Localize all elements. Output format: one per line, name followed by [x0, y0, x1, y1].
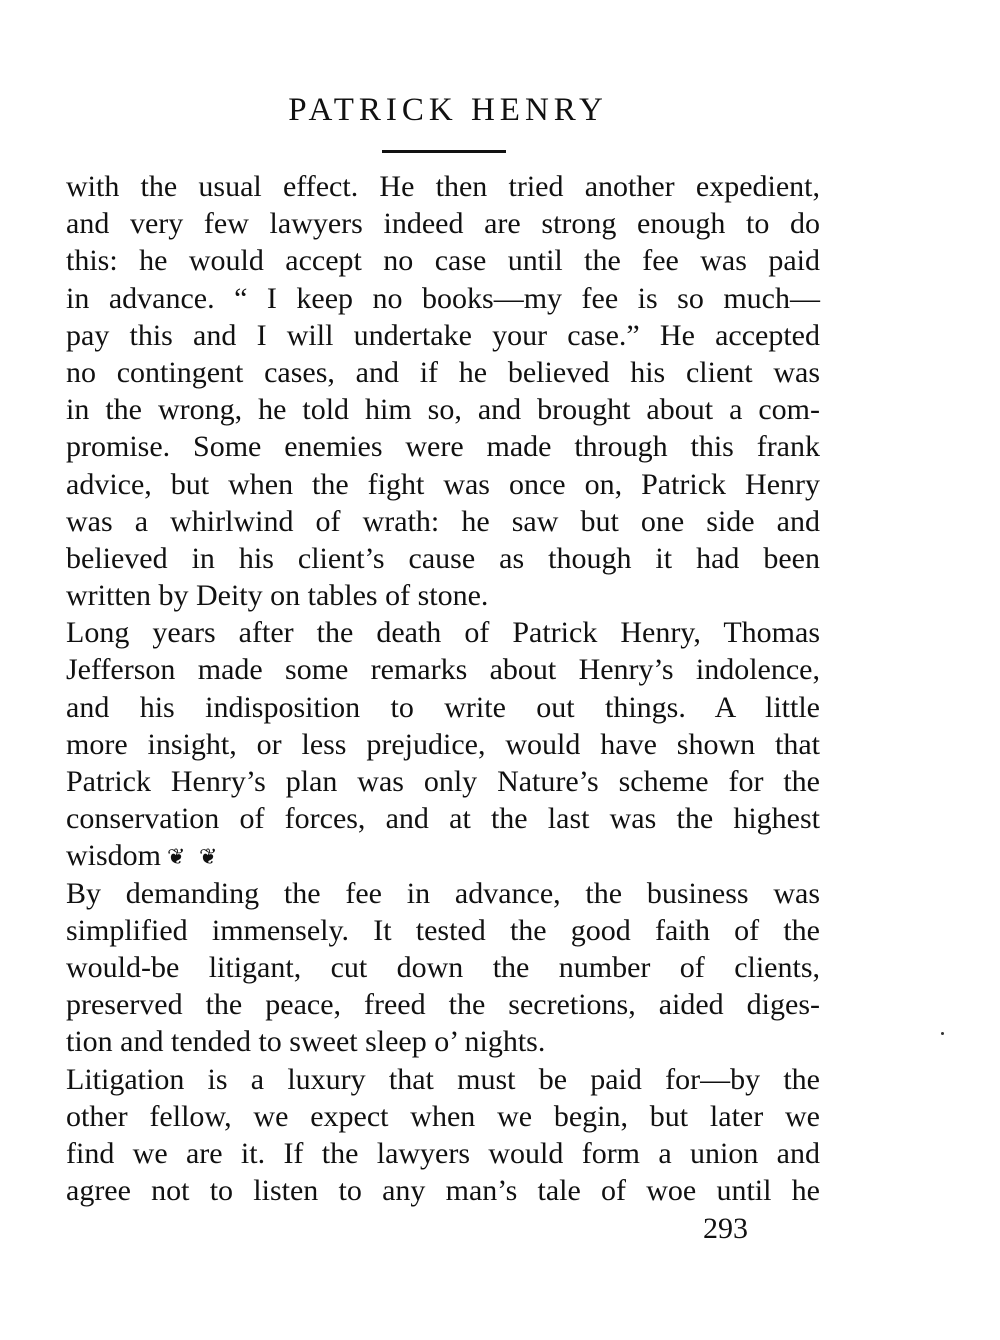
text-line: other fellow, we expect when we begin, but later we: [66, 1099, 820, 1133]
text-line: this: he would accept no case until the fee was paid: [66, 244, 820, 278]
running-head: PATRICK HENRY: [288, 92, 608, 128]
text-line: Long years after the death of Patrick Henry, Thomas: [66, 616, 820, 650]
paragraph-4: [66, 1061, 820, 1210]
text-line: preserved the peace, freed the secretions, aided diges-: [66, 988, 820, 1022]
text-line: was a whirlwind of wrath: he saw but one side and: [66, 504, 820, 538]
text-line: advice, but when the fight was once on, Patrick Henry: [66, 467, 820, 501]
print-speck: [941, 1032, 944, 1035]
paragraph-3: [66, 875, 820, 1061]
text-line: would-be litigant, cut down the number of clients,: [66, 950, 820, 984]
text-line: simplified immensely. It tested the good faith of the: [66, 913, 820, 947]
text-line: in advance. “ I keep no books—my fee is so much—: [66, 281, 820, 315]
text-line: Jefferson made some remarks about Henry’s indolence,: [66, 653, 820, 687]
paragraph-1: [66, 168, 820, 614]
text-line: believed in his client’s cause as though it had been: [66, 541, 820, 575]
text-line: find we are it. If the lawyers would form a union and: [66, 1136, 820, 1170]
text-line: and very few lawyers indeed are strong enough to do: [66, 207, 820, 241]
text-line: written by Deity on tables of stone.: [66, 579, 489, 613]
text-line: with the usual effect. He then tried another expedient,: [66, 170, 820, 203]
text-line: tion and tended to sweet sleep o’ nights.: [66, 1025, 546, 1059]
text-fragment: wisdom: [66, 839, 162, 873]
text-line: and his indisposition to write out things. A little: [66, 690, 820, 724]
body-text: [66, 168, 820, 1209]
page-number: 293: [703, 1212, 748, 1245]
text-line: By demanding the fee in advance, the business was: [66, 876, 820, 910]
text-line: Litigation is a luxury that must be paid for—by the: [66, 1062, 820, 1096]
text-line-with-ornament: [66, 837, 820, 874]
leaf-ornament-icon: ❦ ❦: [167, 844, 222, 870]
header-rule: [382, 150, 506, 153]
text-line: agree not to listen to any man’s tale of woe until he: [66, 1174, 820, 1208]
text-line: in the wrong, he told him so, and brought about a com-: [66, 393, 820, 427]
text-line: pay this and I will undertake your case.” He accepted: [66, 318, 820, 352]
text-line: more insight, or less prejudice, would have shown that: [66, 727, 820, 761]
paragraph-2: [66, 614, 820, 874]
text-line: promise. Some enemies were made through this frank: [66, 430, 820, 464]
text-line: Patrick Henry’s plan was only Nature’s scheme for the: [66, 765, 820, 798]
text-line: conservation of forces, and at the last was the highest: [66, 802, 820, 836]
text-line: no contingent cases, and if he believed his client was: [66, 355, 820, 389]
